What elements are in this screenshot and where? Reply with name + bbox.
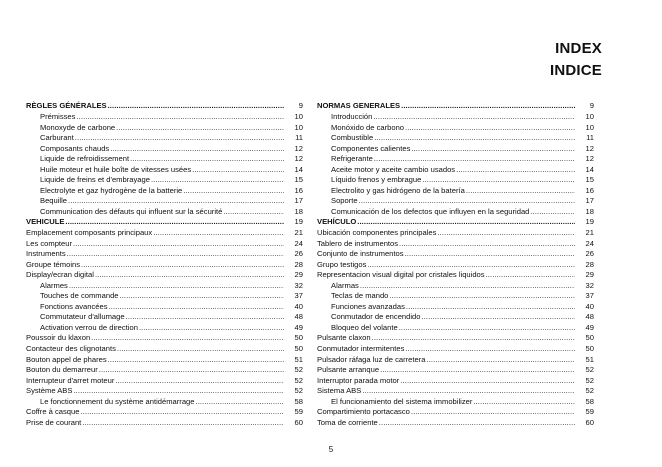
toc-leader-dots bbox=[110, 144, 284, 155]
toc-entry-page: 49 bbox=[294, 322, 303, 332]
toc-entry[interactable] bbox=[317, 281, 594, 292]
toc-entry-label: Carburant bbox=[40, 133, 74, 143]
toc-entry-label: NORMAS GENERALES bbox=[317, 101, 401, 110]
toc-entry-label: Conjunto de instrumentos bbox=[317, 249, 404, 259]
toc-entry-page: 24 bbox=[585, 238, 594, 248]
toc-entry[interactable] bbox=[317, 207, 594, 218]
toc-entry[interactable] bbox=[317, 365, 594, 376]
toc-entry-label: Pulsante arranque bbox=[317, 365, 380, 375]
toc-entry-page: 52 bbox=[585, 375, 594, 385]
toc-leader-dots bbox=[115, 376, 284, 387]
toc-entry-page: 52 bbox=[294, 386, 303, 396]
toc-entry-label: Monóxido de carbono bbox=[331, 122, 405, 132]
toc-entry[interactable] bbox=[26, 291, 303, 302]
toc-entry-page: 19 bbox=[585, 217, 594, 227]
toc-leader-dots bbox=[401, 99, 575, 112]
toc-entry-label: Communication des défauts qui influent sur la sécurité bbox=[40, 206, 223, 216]
toc-entry-page: 17 bbox=[294, 196, 303, 206]
toc-entry[interactable] bbox=[317, 386, 594, 397]
toc-leader-dots bbox=[411, 407, 575, 418]
toc-entry-label: Fonctions avancées bbox=[40, 301, 108, 311]
toc-leader-dots bbox=[374, 133, 575, 144]
toc-column-spanish bbox=[317, 99, 594, 428]
toc-leader-dots bbox=[422, 175, 575, 186]
toc-leader-dots bbox=[367, 260, 575, 271]
toc-entry-label: Bouton appel de phares bbox=[26, 354, 107, 364]
toc-entry-label: Commutateur d'allumage bbox=[40, 312, 125, 322]
toc-entry-label: Alarmas bbox=[331, 280, 359, 290]
toc-entry-page: 10 bbox=[585, 122, 594, 132]
toc-entry[interactable] bbox=[26, 249, 303, 260]
toc-entry-label: Prémisses bbox=[40, 112, 76, 121]
toc-entry-page: 28 bbox=[294, 259, 303, 269]
toc-entry[interactable] bbox=[317, 260, 594, 271]
toc-column-french bbox=[26, 99, 303, 428]
toc-entry-page: 49 bbox=[585, 322, 594, 332]
toc-leader-dots bbox=[192, 165, 284, 176]
toc-entry[interactable] bbox=[26, 418, 303, 429]
toc-entry-label: Bouton du demarreur bbox=[26, 365, 98, 375]
toc-entry[interactable] bbox=[26, 165, 303, 176]
toc-entry-page: 12 bbox=[294, 143, 303, 153]
toc-leader-dots bbox=[223, 207, 284, 218]
toc-entry[interactable] bbox=[26, 112, 303, 123]
toc-entry-page: 40 bbox=[585, 301, 594, 311]
toc-entry-label: Poussoir du klaxon bbox=[26, 333, 91, 343]
toc-leader-dots bbox=[399, 323, 575, 334]
toc-leader-dots bbox=[437, 228, 575, 239]
toc-leader-dots bbox=[95, 270, 284, 281]
toc-entry-label: Teclas de mando bbox=[331, 291, 389, 301]
toc-leader-dots bbox=[374, 154, 575, 165]
toc-entry-page: 37 bbox=[585, 291, 594, 301]
toc-entry-page: 9 bbox=[298, 101, 303, 110]
toc-entry[interactable] bbox=[26, 123, 303, 134]
toc-entry-page: 15 bbox=[585, 175, 594, 185]
toc-entry-page: 14 bbox=[294, 164, 303, 174]
toc-entry-page: 18 bbox=[294, 206, 303, 216]
toc-entry[interactable] bbox=[26, 281, 303, 292]
toc-leader-dots bbox=[400, 376, 575, 387]
toc-entry-page: 12 bbox=[585, 143, 594, 153]
toc-entry[interactable] bbox=[317, 333, 594, 344]
toc-entry[interactable] bbox=[26, 365, 303, 376]
toc-entry-page: 48 bbox=[585, 312, 594, 322]
toc-entry-label: Representacion visual digital por cristales liquidos bbox=[317, 270, 485, 280]
toc-leader-dots bbox=[405, 123, 575, 134]
toc-entry-page: 21 bbox=[585, 228, 594, 238]
toc-entry-page: 58 bbox=[585, 396, 594, 406]
toc-entry-page: 16 bbox=[294, 185, 303, 195]
toc-entry-label: Líquido frenos y embrague bbox=[331, 175, 422, 185]
toc-entry[interactable] bbox=[317, 418, 594, 429]
toc-entry[interactable] bbox=[26, 99, 303, 112]
toc-entry-page: 29 bbox=[294, 270, 303, 280]
toc-entry-label: VEHÍCULO bbox=[317, 217, 357, 227]
toc-entry-page: 29 bbox=[585, 270, 594, 280]
toc-entry-page: 12 bbox=[585, 154, 594, 164]
toc-leader-dots bbox=[117, 344, 284, 355]
toc-entry-label: Interruptor parada motor bbox=[317, 375, 400, 385]
toc-entry[interactable] bbox=[317, 123, 594, 134]
toc-entry-label: Interrupteur d'arret moteur bbox=[26, 375, 115, 385]
toc-entry[interactable] bbox=[317, 270, 594, 281]
toc-leader-dots bbox=[456, 165, 575, 176]
toc-entry-label: Le fonctionnement du système antidémarrage bbox=[40, 396, 195, 406]
toc-leader-dots bbox=[73, 239, 284, 250]
toc-entry[interactable] bbox=[317, 312, 594, 323]
toc-entry[interactable] bbox=[26, 260, 303, 271]
toc-leader-dots bbox=[67, 249, 284, 260]
toc-entry-label: Liquide de freins et d'embrayage bbox=[40, 175, 150, 185]
toc-entry-label: Pulsador ráfaga luz de carretera bbox=[317, 354, 426, 364]
toc-leader-dots bbox=[359, 196, 575, 207]
index-titles bbox=[550, 38, 602, 82]
toc-entry-page: 9 bbox=[589, 101, 594, 110]
index-title-fr: INDEX bbox=[555, 40, 602, 57]
toc-entry-label: Composants chauds bbox=[40, 143, 110, 153]
toc-entry-page: 16 bbox=[585, 185, 594, 195]
toc-entry-label: Les compteur bbox=[26, 238, 73, 248]
toc-entry-label: Conmutador de encendido bbox=[331, 312, 421, 322]
toc-entry-page: 17 bbox=[585, 196, 594, 206]
toc-entry-label: El funcionamiento del sistema immobilizer bbox=[331, 396, 473, 406]
toc-entry-page: 50 bbox=[294, 344, 303, 354]
toc-entry-page: 21 bbox=[294, 228, 303, 238]
toc-entry[interactable] bbox=[317, 99, 594, 112]
toc-entry[interactable] bbox=[26, 186, 303, 197]
toc-entry-label: Tablero de instrumentos bbox=[317, 238, 399, 248]
toc-entry[interactable] bbox=[26, 323, 303, 334]
toc-entry-page: 32 bbox=[294, 280, 303, 290]
toc-leader-dots bbox=[82, 418, 284, 429]
toc-entry-label: Liquide de refroidissement bbox=[40, 154, 130, 164]
toc-entry-label: Contacteur des clignotants bbox=[26, 344, 116, 354]
toc-entry-label: Prise de courant bbox=[26, 417, 82, 427]
toc-entry-page: 11 bbox=[586, 133, 594, 143]
toc-leader-dots bbox=[183, 186, 284, 197]
toc-entry-label: Sistema ABS bbox=[317, 386, 362, 396]
toc-entry-page: 10 bbox=[585, 112, 594, 121]
toc-entry-label: VEHICULE bbox=[26, 217, 65, 227]
toc-entry-page: 40 bbox=[294, 301, 303, 311]
toc-entry-label: Compartimiento portacasco bbox=[317, 407, 410, 417]
toc-entry-label: Instruments bbox=[26, 249, 66, 259]
toc-entry[interactable] bbox=[26, 397, 303, 408]
toc-entry[interactable] bbox=[26, 344, 303, 355]
toc-leader-dots bbox=[362, 386, 575, 397]
toc-entry-page: 26 bbox=[585, 249, 594, 259]
toc-leader-dots bbox=[426, 355, 575, 366]
toc-leader-dots bbox=[68, 196, 284, 207]
toc-entry-label: Funciones avanzadas bbox=[331, 301, 405, 311]
toc-leader-dots bbox=[372, 333, 575, 344]
toc-entry[interactable] bbox=[317, 249, 594, 260]
toc-entry-page: 59 bbox=[585, 407, 594, 417]
toc-entry-label: Système ABS bbox=[26, 386, 73, 396]
toc-leader-dots bbox=[389, 291, 575, 302]
toc-leader-dots bbox=[151, 175, 284, 186]
toc-entry-label: Refrigerante bbox=[331, 154, 373, 164]
toc-leader-dots bbox=[81, 260, 284, 271]
toc-entry-page: 12 bbox=[294, 154, 303, 164]
toc-entry[interactable] bbox=[26, 144, 303, 155]
toc-entry[interactable] bbox=[26, 333, 303, 344]
toc-entry-label: Monoxyde de carbone bbox=[40, 122, 116, 132]
toc-entry-page: 28 bbox=[585, 259, 594, 269]
toc-entry[interactable] bbox=[26, 228, 303, 239]
toc-entry-label: Introducción bbox=[331, 112, 373, 121]
toc-leader-dots bbox=[65, 217, 284, 228]
toc-leader-dots bbox=[120, 291, 284, 302]
toc-entry[interactable] bbox=[317, 376, 594, 387]
toc-entry[interactable] bbox=[26, 133, 303, 144]
toc-entry-page: 58 bbox=[294, 396, 303, 406]
toc-leader-dots bbox=[486, 270, 575, 281]
toc-entry[interactable] bbox=[26, 207, 303, 218]
toc-entry[interactable] bbox=[317, 217, 594, 228]
toc-entry-page: 15 bbox=[294, 175, 303, 185]
toc-leader-dots bbox=[126, 312, 284, 323]
toc-entry-page: 60 bbox=[585, 417, 594, 427]
toc-leader-dots bbox=[196, 397, 285, 408]
toc-leader-dots bbox=[466, 186, 575, 197]
toc-entry-label: Touches de commande bbox=[40, 291, 119, 301]
toc-entry-label: Combustible bbox=[331, 133, 374, 143]
toc-entry-label: Ubicación componentes principales bbox=[317, 228, 437, 238]
toc-entry-page: 24 bbox=[294, 238, 303, 248]
toc-leader-dots bbox=[108, 99, 284, 112]
toc-entry[interactable] bbox=[317, 165, 594, 176]
toc-entry[interactable] bbox=[26, 175, 303, 186]
toc-entry-label: Electrolito y gas hidrógeno de la batería bbox=[331, 185, 465, 195]
toc-entry-page: 51 bbox=[585, 354, 594, 364]
toc-entry-label: Soporte bbox=[331, 196, 358, 206]
toc-entry[interactable] bbox=[26, 302, 303, 313]
toc-entry-label: Comunicación de los defectos que influyen en la seguridad bbox=[331, 206, 530, 216]
toc-entry-page: 19 bbox=[294, 217, 303, 227]
toc-leader-dots bbox=[373, 112, 575, 123]
toc-entry[interactable] bbox=[317, 112, 594, 123]
toc-leader-dots bbox=[357, 217, 575, 228]
toc-entry-page: 18 bbox=[585, 206, 594, 216]
toc-entry[interactable] bbox=[26, 270, 303, 281]
toc-leader-dots bbox=[109, 302, 284, 313]
toc-entry-label: Grupo testigos bbox=[317, 259, 367, 269]
toc-leader-dots bbox=[379, 418, 575, 429]
toc-entry-page: 14 bbox=[585, 164, 594, 174]
toc-leader-dots bbox=[473, 397, 575, 408]
toc-entry[interactable] bbox=[317, 175, 594, 186]
toc-entry[interactable] bbox=[317, 407, 594, 418]
toc-leader-dots bbox=[99, 365, 284, 376]
toc-leader-dots bbox=[530, 207, 575, 218]
toc-entry-page: 52 bbox=[294, 365, 303, 375]
toc-entry[interactable] bbox=[317, 355, 594, 366]
toc-entry-label: Electrolyte et gaz hydrogène de la batterie bbox=[40, 185, 183, 195]
toc-entry[interactable] bbox=[26, 407, 303, 418]
toc-entry-page: 10 bbox=[294, 112, 303, 121]
toc-entry[interactable] bbox=[317, 323, 594, 334]
toc-entry-page: 50 bbox=[294, 333, 303, 343]
toc-entry-page: 52 bbox=[585, 386, 594, 396]
toc-entry[interactable] bbox=[26, 312, 303, 323]
toc-entry-label: Bequille bbox=[40, 196, 68, 206]
toc-entry-page: 52 bbox=[294, 375, 303, 385]
toc-leader-dots bbox=[73, 386, 284, 397]
toc-entry-label: Bloqueo del volante bbox=[331, 322, 398, 332]
toc-entry[interactable] bbox=[317, 302, 594, 313]
toc-entry[interactable] bbox=[317, 228, 594, 239]
toc-entry-page: 32 bbox=[585, 280, 594, 290]
toc-entry[interactable] bbox=[26, 196, 303, 207]
toc-entry-label: Alarmes bbox=[40, 280, 68, 290]
toc-entry-label: Coffre à casque bbox=[26, 407, 80, 417]
index-title-es: INDICE bbox=[549, 62, 602, 79]
toc-entry-label: Pulsante claxon bbox=[317, 333, 371, 343]
toc-leader-dots bbox=[91, 333, 284, 344]
toc-entry-label: Conmutador intermitentes bbox=[317, 344, 405, 354]
toc-leader-dots bbox=[405, 249, 575, 260]
toc-entry[interactable] bbox=[317, 397, 594, 408]
toc-leader-dots bbox=[399, 239, 575, 250]
toc-entry-label: Groupe témoins bbox=[26, 259, 81, 269]
toc-entry-page: 60 bbox=[294, 417, 303, 427]
toc-entry-page: 59 bbox=[294, 407, 303, 417]
toc-leader-dots bbox=[80, 407, 284, 418]
toc-entry[interactable] bbox=[317, 144, 594, 155]
toc-leader-dots bbox=[108, 355, 284, 366]
toc-entry-page: 52 bbox=[585, 365, 594, 375]
toc-entry-label: RÈGLES GÉNÉRALES bbox=[26, 101, 107, 110]
page-number: 5 bbox=[328, 445, 334, 454]
toc-leader-dots bbox=[130, 154, 284, 165]
toc-entry-label: Emplacement composants principaux bbox=[26, 228, 153, 238]
toc-entry[interactable] bbox=[317, 344, 594, 355]
toc-entry[interactable] bbox=[317, 154, 594, 165]
toc-entry-label: Huile moteur et huile boîte de vitesses usées bbox=[40, 164, 192, 174]
toc-leader-dots bbox=[153, 228, 284, 239]
toc-entry-label: Componentes calientes bbox=[331, 143, 411, 153]
toc-leader-dots bbox=[360, 281, 575, 292]
toc-entry-page: 50 bbox=[585, 333, 594, 343]
toc-entry-page: 10 bbox=[294, 122, 303, 132]
toc-leader-dots bbox=[69, 281, 284, 292]
toc-leader-dots bbox=[380, 365, 575, 376]
toc-entry-label: Toma de corriente bbox=[317, 417, 378, 427]
toc-leader-dots bbox=[76, 112, 284, 123]
toc-leader-dots bbox=[422, 312, 575, 323]
toc-leader-dots bbox=[411, 144, 575, 155]
toc-leader-dots bbox=[405, 344, 575, 355]
toc-entry[interactable] bbox=[317, 133, 594, 144]
toc-entry-page: 37 bbox=[294, 291, 303, 301]
toc-leader-dots bbox=[75, 133, 284, 144]
toc-entry[interactable] bbox=[317, 186, 594, 197]
toc-entry[interactable] bbox=[26, 376, 303, 387]
toc-entry-page: 11 bbox=[295, 133, 303, 143]
toc-entry[interactable] bbox=[26, 355, 303, 366]
toc-leader-dots bbox=[116, 123, 284, 134]
toc-entry-page: 51 bbox=[294, 354, 303, 364]
toc-entry[interactable] bbox=[26, 239, 303, 250]
toc-entry-page: 48 bbox=[294, 312, 303, 322]
toc-entry[interactable] bbox=[26, 154, 303, 165]
toc-entry-page: 50 bbox=[585, 344, 594, 354]
toc-entry-label: Activation verrou de direction bbox=[40, 322, 138, 332]
toc-entry[interactable] bbox=[317, 239, 594, 250]
toc-entry[interactable] bbox=[26, 386, 303, 397]
toc-entry[interactable] bbox=[26, 217, 303, 228]
toc-leader-dots bbox=[139, 323, 284, 334]
toc-entry-label: Display/ecran digital bbox=[26, 270, 94, 280]
toc-entry-label: Aceite motor y aceite cambio usados bbox=[331, 164, 456, 174]
toc-entry-page: 26 bbox=[294, 249, 303, 259]
toc-entry[interactable] bbox=[317, 196, 594, 207]
toc-entry[interactable] bbox=[317, 291, 594, 302]
toc-leader-dots bbox=[406, 302, 575, 313]
